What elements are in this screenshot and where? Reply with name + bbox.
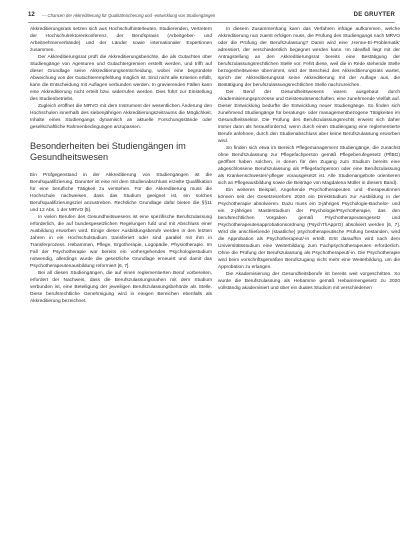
paragraph: Die Akademisierung der Gesundheitsberufe ist bereits weit vorgeschritten. So wurde die Berufszulassung als Hebamme gemäß Hebammengesetz zu 2020 vollständig akademisiert und über ein duales Studium mit verschiedenen bbox=[218, 272, 400, 291]
left-column bbox=[30, 26, 212, 305]
paragraph: Ein weiteres Beispiel, Angehende Psychotherapeuten und -therapeutinnen können seit der Gesetzesreform 2020 ein Direktstudium zur Ausbildung in der Psychotherapie absolvieren. Dazu muss ein 3-jähriges Psychologie-Bachelor- und ein 2-jähriges Masterstudium der Psychologie/Psychotherapie, das den berufsrechtlichen Vorgaben gemäß Psychotherapeutengesetz und Psychotherapeutenapprobationsordnung (PsychThApprO) absolviert werden [6, 7]. Wird die anschließende (staatliche) psychotherapeutische Prüfung bestanden, wird die Approbation als Psychotherapeut/-in erteilt. Erst daraufhin wird nach dem Universitätsstudium eine Weiterbildung zum Fachpsychotherapeuten erforderlich. Ohne die Prüfung der Berufszulassung als Psychotherapeut/-in. Die Psychotherapie wird beim vorschriftsgemäßen Berufszugang nicht mehr eine Weiterbildung, um die Approbation zu erlangen. bbox=[218, 188, 400, 270]
running-title: — Chancen der Akkreditierung für Qualitätssicherung und -entwicklung von Studiengängen bbox=[42, 12, 216, 18]
paragraph: In diesem Zusammenhang kann das Verfahren infrage aufkommen, welche Akkreditierung nun zuerst erfolgen muss, die Prüfung des Studiengangs nach MRVO oder die Prüfung der Berufszulassung? Damit wird eine ‚Henne-Ei-Problematik‘ adressiert, der verschiedentlich begegnet werden kann. Im Idealfall liegt mit der Antragstellung an den Akkreditierungsrat bereits eine Bestätigung der berufszulassungsrechtlichen Stelle vor. Fehlt diese, weil die in Rede stehende Stelle bezogenheitsweise übernimmt, wird der Bescheid des Akkreditierungsrats wartet, sprich der Akkreditierungsrat seine Akkreditierung mit der Auflage aus, die Bestätigung der berufszulassungsrechtlichen Stelle nachzureichen. bbox=[218, 27, 400, 88]
paragraph: Akkreditierungsrats setzen sich aus Hochschulhinterleuten, Studierenden, Vertretern der Hochschulrektorenkonferenz, der Berufspraxis (Arbeitgeber- und Arbeitnehmerverbände) und der Länder sowie internationaler Expertinnen zusammen. bbox=[30, 27, 212, 53]
publisher-logo: DE GRUYTER bbox=[353, 12, 395, 18]
section-heading: Besonderheiten bei Studiengängen im Gesundheitswesen bbox=[30, 141, 186, 162]
paragraph: Bei all diesen Studiengängen, die auf einen reglementierten Beruf vorbereiten, erfordert der Nachweis, dass die Berufszulassungsnahen mit dem Studium verbunden ist, eine Beteiligung der jeweiligen Berufszulassungsbehörde als Stelle. Diese berufsrechtliche Genehmigung wird in einigen Bereichen ebenfalls als Akkreditierung bezeichnet. bbox=[30, 271, 212, 304]
page-number: 12 bbox=[28, 12, 35, 18]
paragraph: In vielen Berufen des Gesundheitswesens ist eine spezifische Berufszulassung erforderlich, die auf bundesgesetzlichen Regelungen fußt und mit Abschluss einer Ausbildung erworben wird. Einige dieser Ausbildungsberufe werden in den letzten Jahren in ein Hochschulstudium transferiert oder sind parallel mit ihm in Transferprozess. Hebammen, Pflege, Ergotherapie, Logopädie, Physiotherapie. Im Fall der Psychotherapie war bereits ein vorhergehendes Psychologiestudium notwendig, allerdings wurde die gesetzliche Grundlage erneuert und damit das Psychotherapeutenausbildung reformiert [6, 7]. bbox=[30, 215, 212, 269]
paragraph: So finden sich etwa im Bereich Pflegemanagement Studiengänge, die zunächst ohne Berufszulassung zur Pflegefachperson gemäß Pflegeberufegesetz (PflBG) geöffnet haben solchen, in denen für den Zugang zum Studium bereits eine abgeschlossene Berufszulassung als Pflegefachperson oder eine Berufszulassung als Krankenschwester/-pfleger vorausgesetzt ist. Alle Studienangebote orientieren sich an Pflegeausbildung sowie die Beiträge von Magdalena Müller in diesem Band). bbox=[218, 146, 400, 186]
paragraph: Zugleich eröffnet die MRVO mit dem Instrument der wesentlichen Änderung den Hochschulen innerhalb des siebenjährigen Akkreditierungszeitraums die Möglichkeit, Inhalte eines Studiengangs dynamisch an aktuelle Forschungsstände oder gesellschaftliche Rahmenbedingungen anzupassen. bbox=[30, 104, 212, 130]
paragraph: Ein Prüfgegenstand in der Akkreditierung von Studiengängen ist die Berufsqualifizierung. Darunter ist eine mit dem Studienabschluss erzielte Qualifikation für eine berufliche Tätigkeit zu verstehen. Für die Akkreditierung muss die Hochschule nachweisen, dass das Studium geeignet ist, ein solches Berufsqualifizierungsziel anzustreben. Rechtliche Grundlage dafür bieten die §§11 und 12 Abs. 1 der MRVO [5]. bbox=[30, 173, 212, 213]
paragraph: Der Beruf der Gesundheitswesens waren ausgebaut durch Akademisierungsprozesse und Geisteswissenschaften, eine zunehmende Vielfalt auf. Dieser Entwicklung bedurfte die Entwicklung neuer Studiengänge. So finden sich zunehmend Studiengänge für beratungs- oder managementbezogene Tätigkeiten im Gesundheitssektor. Die Prüfung des Berufszulassungsrechts erweist sich daher immer dann als herausfordernd, wenn durch einen Studiengang eine reglementierte Berufe anlehnen, durch den Studienabschluss aber keine Berufszulassung erworben wird. bbox=[218, 90, 400, 144]
right-column bbox=[218, 26, 400, 292]
paragraph: Der Akkreditierungsrat prüft die Akkreditierungsberichte, die als Gutachten über Studiengänge von Agenturen und Gutachtergremien erstellt werden, und trifft auf dieser Grundlage seine Akkreditierungsentscheidung, wobei eine begründete Abweichung von der Gutachterempfehlung möglich ist. Sind nicht alle Kriterien erfüllt, kann die Entscheidung mit Auflagen verbunden werden. In gravierenden Fällen kann eine Akkreditierung nicht erteilt bzw. widerrufen werden. Dies führt zur Einstellung des Studienbetriebs. bbox=[30, 55, 212, 102]
page-header bbox=[28, 12, 395, 23]
